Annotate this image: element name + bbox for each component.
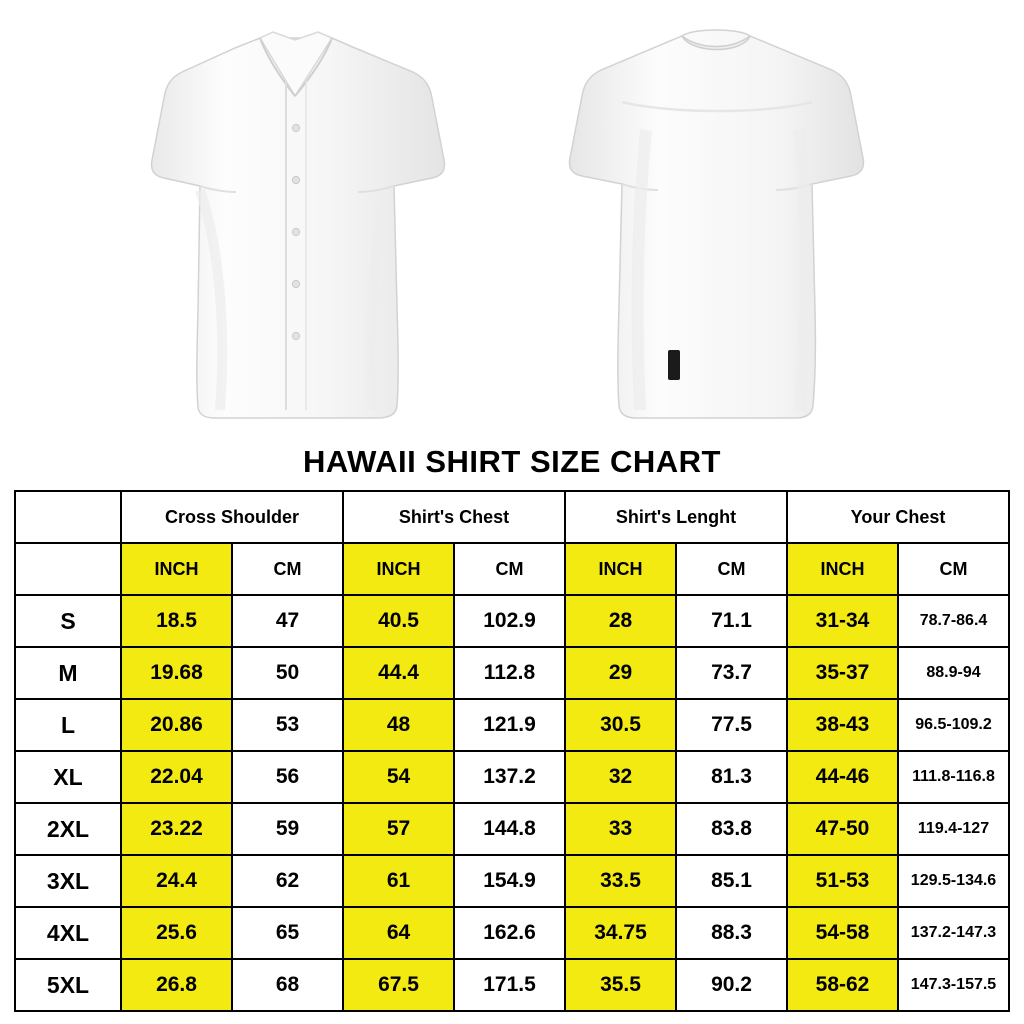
unit-header-length-cm: CM bbox=[676, 543, 787, 595]
cell-your-chest-inch: 54-58 bbox=[787, 907, 898, 959]
cell-chest-inch: 44.4 bbox=[343, 647, 454, 699]
cell-your-chest-cm: 78.7-86.4 bbox=[898, 595, 1009, 647]
cell-chest-cm: 162.6 bbox=[454, 907, 565, 959]
cell-cross-shoulder-inch: 25.6 bbox=[121, 907, 232, 959]
cell-cross-shoulder-cm: 56 bbox=[232, 751, 343, 803]
row-size-label: M bbox=[15, 647, 121, 699]
cell-chest-cm: 102.9 bbox=[454, 595, 565, 647]
cell-cross-shoulder-inch: 19.68 bbox=[121, 647, 232, 699]
cell-length-cm: 71.1 bbox=[676, 595, 787, 647]
cell-your-chest-inch: 44-46 bbox=[787, 751, 898, 803]
cell-length-inch: 33.5 bbox=[565, 855, 676, 907]
cell-cross-shoulder-inch: 24.4 bbox=[121, 855, 232, 907]
unit-header-empty bbox=[15, 543, 121, 595]
cell-your-chest-cm: 96.5-109.2 bbox=[898, 699, 1009, 751]
cell-length-cm: 90.2 bbox=[676, 959, 787, 1011]
cell-length-inch: 29 bbox=[565, 647, 676, 699]
cell-length-cm: 73.7 bbox=[676, 647, 787, 699]
cell-chest-inch: 40.5 bbox=[343, 595, 454, 647]
cell-your-chest-cm: 129.5-134.6 bbox=[898, 855, 1009, 907]
cell-cross-shoulder-cm: 68 bbox=[232, 959, 343, 1011]
cell-cross-shoulder-inch: 23.22 bbox=[121, 803, 232, 855]
row-size-label: 2XL bbox=[15, 803, 121, 855]
cell-chest-inch: 57 bbox=[343, 803, 454, 855]
cell-cross-shoulder-cm: 47 bbox=[232, 595, 343, 647]
cell-cross-shoulder-cm: 50 bbox=[232, 647, 343, 699]
group-header-shirts-length: Shirt's Lenght bbox=[565, 491, 787, 543]
cell-length-cm: 81.3 bbox=[676, 751, 787, 803]
cell-length-cm: 77.5 bbox=[676, 699, 787, 751]
cell-chest-inch: 48 bbox=[343, 699, 454, 751]
cell-your-chest-inch: 35-37 bbox=[787, 647, 898, 699]
cell-cross-shoulder-inch: 26.8 bbox=[121, 959, 232, 1011]
row-size-label: 3XL bbox=[15, 855, 121, 907]
cell-chest-cm: 154.9 bbox=[454, 855, 565, 907]
cell-cross-shoulder-cm: 53 bbox=[232, 699, 343, 751]
cell-length-inch: 35.5 bbox=[565, 959, 676, 1011]
shirt-back-image bbox=[560, 10, 890, 430]
cell-your-chest-cm: 119.4-127 bbox=[898, 803, 1009, 855]
cell-your-chest-cm: 88.9-94 bbox=[898, 647, 1009, 699]
shirt-front-image bbox=[140, 10, 470, 430]
cell-chest-inch: 64 bbox=[343, 907, 454, 959]
unit-header-length-inch: INCH bbox=[565, 543, 676, 595]
unit-header-chest-inch: INCH bbox=[343, 543, 454, 595]
unit-header-your-chest-cm: CM bbox=[898, 543, 1009, 595]
cell-your-chest-cm: 147.3-157.5 bbox=[898, 959, 1009, 1011]
cell-chest-inch: 54 bbox=[343, 751, 454, 803]
cell-length-inch: 34.75 bbox=[565, 907, 676, 959]
size-table-container bbox=[0, 490, 1024, 1012]
cell-your-chest-inch: 38-43 bbox=[787, 699, 898, 751]
cell-chest-cm: 112.8 bbox=[454, 647, 565, 699]
cell-chest-cm: 137.2 bbox=[454, 751, 565, 803]
unit-header-cross-shoulder-cm: CM bbox=[232, 543, 343, 595]
group-header-your-chest: Your Chest bbox=[787, 491, 1009, 543]
group-header-row bbox=[15, 491, 1009, 543]
cell-your-chest-cm: 111.8-116.8 bbox=[898, 751, 1009, 803]
table-row bbox=[15, 907, 1009, 959]
cell-your-chest-inch: 47-50 bbox=[787, 803, 898, 855]
cell-chest-cm: 171.5 bbox=[454, 959, 565, 1011]
row-size-label: 5XL bbox=[15, 959, 121, 1011]
row-size-label: XL bbox=[15, 751, 121, 803]
group-header-empty bbox=[15, 491, 121, 543]
cell-your-chest-inch: 31-34 bbox=[787, 595, 898, 647]
row-size-label: L bbox=[15, 699, 121, 751]
cell-chest-inch: 61 bbox=[343, 855, 454, 907]
cell-cross-shoulder-inch: 20.86 bbox=[121, 699, 232, 751]
cell-chest-cm: 144.8 bbox=[454, 803, 565, 855]
cell-your-chest-inch: 58-62 bbox=[787, 959, 898, 1011]
cell-chest-cm: 121.9 bbox=[454, 699, 565, 751]
cell-cross-shoulder-cm: 62 bbox=[232, 855, 343, 907]
table-row bbox=[15, 751, 1009, 803]
unit-header-chest-cm: CM bbox=[454, 543, 565, 595]
cell-cross-shoulder-cm: 59 bbox=[232, 803, 343, 855]
cell-cross-shoulder-inch: 22.04 bbox=[121, 751, 232, 803]
unit-header-your-chest-inch: INCH bbox=[787, 543, 898, 595]
cell-cross-shoulder-cm: 65 bbox=[232, 907, 343, 959]
size-chart-table bbox=[14, 490, 1010, 1012]
group-header-cross-shoulder: Cross Shoulder bbox=[121, 491, 343, 543]
cell-your-chest-cm: 137.2-147.3 bbox=[898, 907, 1009, 959]
cell-length-inch: 28 bbox=[565, 595, 676, 647]
table-row bbox=[15, 595, 1009, 647]
page-title: HAWAII SHIRT SIZE CHART bbox=[303, 444, 721, 479]
unit-header-cross-shoulder-inch: INCH bbox=[121, 543, 232, 595]
cell-length-cm: 83.8 bbox=[676, 803, 787, 855]
cell-length-inch: 30.5 bbox=[565, 699, 676, 751]
cell-length-inch: 32 bbox=[565, 751, 676, 803]
table-row bbox=[15, 855, 1009, 907]
cell-your-chest-inch: 51-53 bbox=[787, 855, 898, 907]
table-row bbox=[15, 959, 1009, 1011]
cell-length-inch: 33 bbox=[565, 803, 676, 855]
row-size-label: 4XL bbox=[15, 907, 121, 959]
table-row bbox=[15, 647, 1009, 699]
unit-header-row bbox=[15, 543, 1009, 595]
table-row bbox=[15, 803, 1009, 855]
cell-length-cm: 85.1 bbox=[676, 855, 787, 907]
cell-cross-shoulder-inch: 18.5 bbox=[121, 595, 232, 647]
cell-chest-inch: 67.5 bbox=[343, 959, 454, 1011]
group-header-shirts-chest: Shirt's Chest bbox=[343, 491, 565, 543]
cell-length-cm: 88.3 bbox=[676, 907, 787, 959]
shirt-illustrations bbox=[0, 0, 1024, 440]
row-size-label: S bbox=[15, 595, 121, 647]
table-row bbox=[15, 699, 1009, 751]
